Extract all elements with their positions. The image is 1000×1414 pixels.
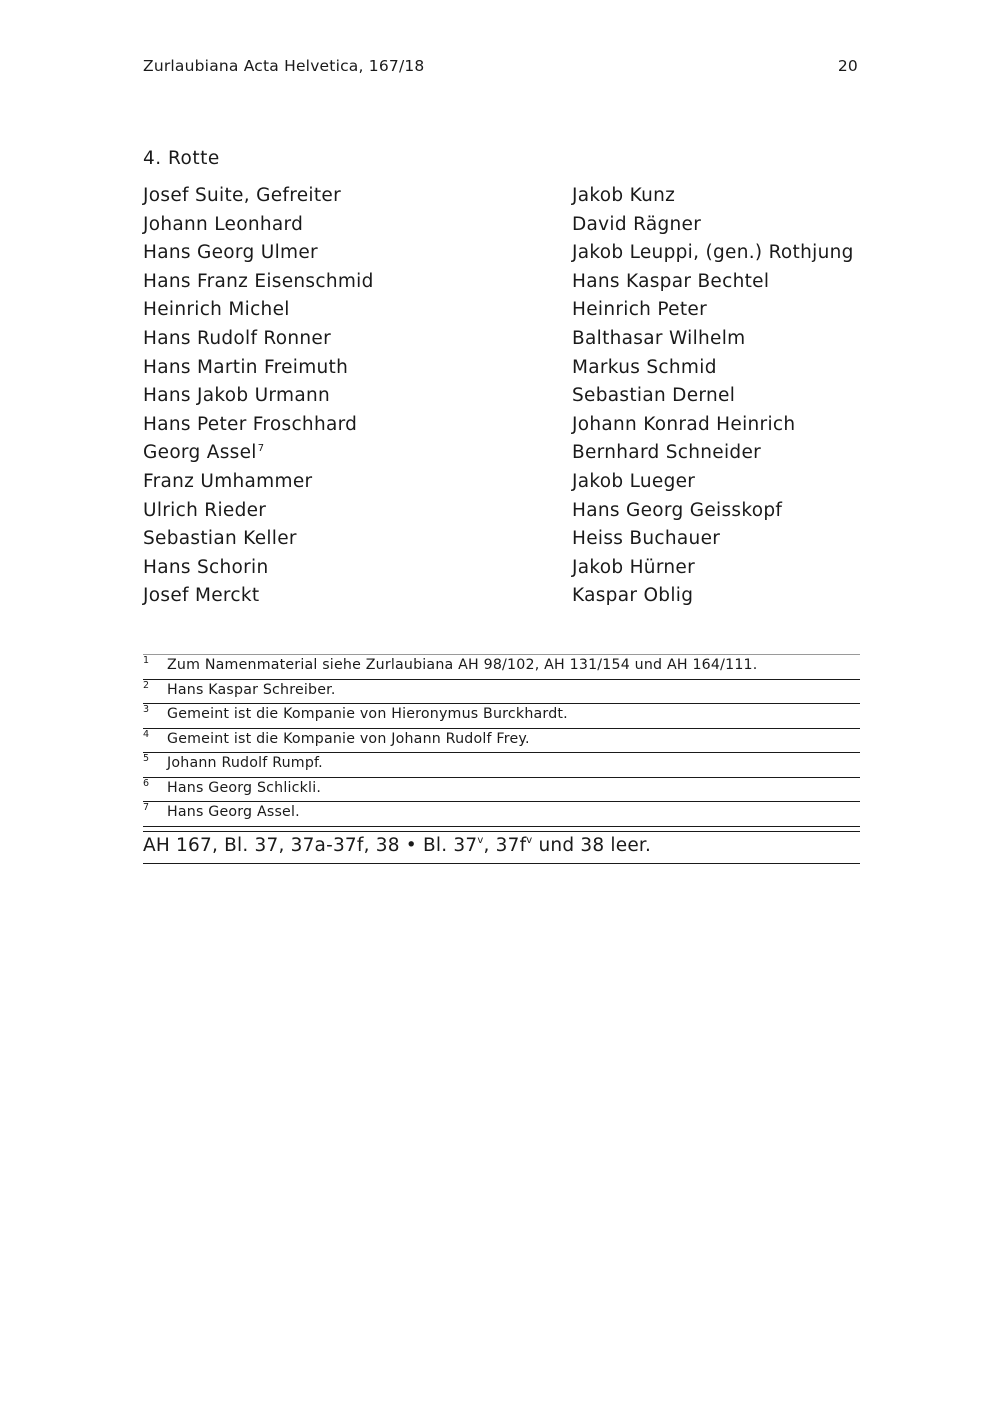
name-text: Hans Martin Freimuth <box>143 356 349 378</box>
footnote <box>143 802 860 827</box>
name-column-left <box>143 182 374 611</box>
source-part-3: und 38 leer. <box>532 835 652 856</box>
name-text: Hans Georg Ulmer <box>143 242 318 264</box>
name-text: Georg Assel <box>143 442 257 464</box>
footnote-number: 6 <box>143 777 150 789</box>
name-text: Johann Konrad Heinrich <box>572 413 796 435</box>
name-entry <box>143 439 374 468</box>
name-text: Jakob Hürner <box>572 556 696 578</box>
name-entry <box>572 182 854 211</box>
footnote <box>143 680 860 705</box>
name-text: Hans Franz Eisenschmid <box>143 270 374 292</box>
name-text: Jakob Lueger <box>572 470 696 492</box>
name-entry <box>572 468 854 497</box>
source-part-1: AH 167, Bl. 37, 37a-37f, 38 • Bl. 37 <box>143 835 478 856</box>
name-entry <box>572 325 854 354</box>
name-entry <box>572 239 854 268</box>
name-entry <box>143 468 374 497</box>
name-entry <box>572 268 854 297</box>
name-text: Josef Suite, Gefreiter <box>143 185 341 206</box>
footnote-text: Johann Rudolf Rumpf. <box>167 755 323 771</box>
name-entry <box>143 382 374 411</box>
footnote-text: Hans Georg Assel. <box>167 804 300 820</box>
section-title: 4. Rotte <box>143 148 220 169</box>
name-entry <box>143 211 374 240</box>
footnotes <box>143 654 860 827</box>
name-entry <box>572 354 854 383</box>
name-text: Bernhard Schneider <box>572 442 762 464</box>
name-text: Hans Peter Froschhard <box>143 413 358 435</box>
name-text: Franz Umhammer <box>143 470 313 492</box>
name-entry <box>572 411 854 440</box>
footnote <box>143 704 860 729</box>
name-text: Jakob Leuppi, (gen.) Rothjung <box>572 242 854 264</box>
name-entry <box>143 411 374 440</box>
name-entry <box>572 296 854 325</box>
footnote-number: 7 <box>143 802 150 813</box>
footnote-text: Hans Kaspar Schreiber. <box>167 681 336 698</box>
name-text: Jakob Kunz <box>572 185 676 206</box>
name-text: Johann Leonhard <box>143 213 304 235</box>
name-text: Kaspar Oblig <box>572 585 694 607</box>
footnote-text: Zum Namenmaterial siehe Zurlaubiana AH 98/102, AH 131/154 und AH 164/111. <box>167 657 758 673</box>
name-entry <box>572 211 854 240</box>
document-page <box>143 0 860 1414</box>
page-number: 20 <box>837 57 858 75</box>
source-reference-text <box>143 835 651 856</box>
name-entry <box>143 182 374 211</box>
name-text: Markus Schmid <box>572 356 717 378</box>
name-entry <box>143 239 374 268</box>
name-text: Hans Schorin <box>143 556 269 578</box>
name-entry <box>572 554 854 583</box>
name-entry <box>143 354 374 383</box>
name-entry <box>143 497 374 526</box>
name-text: David Rägner <box>572 213 702 235</box>
name-text: Hans Rudolf Ronner <box>143 327 332 349</box>
name-entry <box>572 497 854 526</box>
name-text: Heinrich Peter <box>572 299 708 321</box>
footnote-number: 2 <box>143 679 150 691</box>
footnote <box>143 729 860 754</box>
name-text: Josef Merckt <box>143 585 260 607</box>
name-entry <box>572 582 854 611</box>
name-text: Heinrich Michel <box>143 299 290 321</box>
name-entry <box>143 268 374 297</box>
name-entry <box>143 582 374 611</box>
name-column-right <box>572 182 854 611</box>
name-text: Ulrich Rieder <box>143 499 267 521</box>
name-entry <box>143 296 374 325</box>
name-text: Heiss Buchauer <box>572 528 721 550</box>
name-text: Hans Kaspar Bechtel <box>572 270 770 292</box>
footnote <box>143 778 860 803</box>
footnote-number: 1 <box>143 655 150 666</box>
source-reference <box>143 831 860 864</box>
name-entry <box>572 382 854 411</box>
name-entry <box>572 439 854 468</box>
name-text: Hans Jakob Urmann <box>143 385 331 407</box>
footnote-ref: 7 <box>257 443 265 455</box>
footnote <box>143 655 860 680</box>
name-entry <box>572 525 854 554</box>
footnote-number: 3 <box>143 704 150 715</box>
name-text: Hans Georg Geisskopf <box>572 499 783 521</box>
source-sup-2: v <box>526 835 533 846</box>
footnote-text: Gemeint ist die Kompanie von Hieronymus Burckhardt. <box>167 706 568 722</box>
name-text: Balthasar Wilhelm <box>572 327 746 349</box>
footnote-number: 4 <box>143 728 150 740</box>
name-text: Sebastian Dernel <box>572 385 736 407</box>
footnote-text: Hans Georg Schlickli. <box>167 779 322 796</box>
name-entry <box>143 525 374 554</box>
footnote <box>143 753 860 778</box>
name-text: Sebastian Keller <box>143 528 297 550</box>
footnote-text: Gemeint ist die Kompanie von Johann Rudolf Frey. <box>167 730 530 747</box>
footnote-number: 5 <box>143 753 150 764</box>
name-entry <box>143 554 374 583</box>
source-sup-1: v <box>477 835 484 846</box>
source-part-2: , 37f <box>483 835 527 856</box>
running-header-title: Zurlaubiana Acta Helvetica, 167/18 <box>143 57 425 75</box>
name-entry <box>143 325 374 354</box>
